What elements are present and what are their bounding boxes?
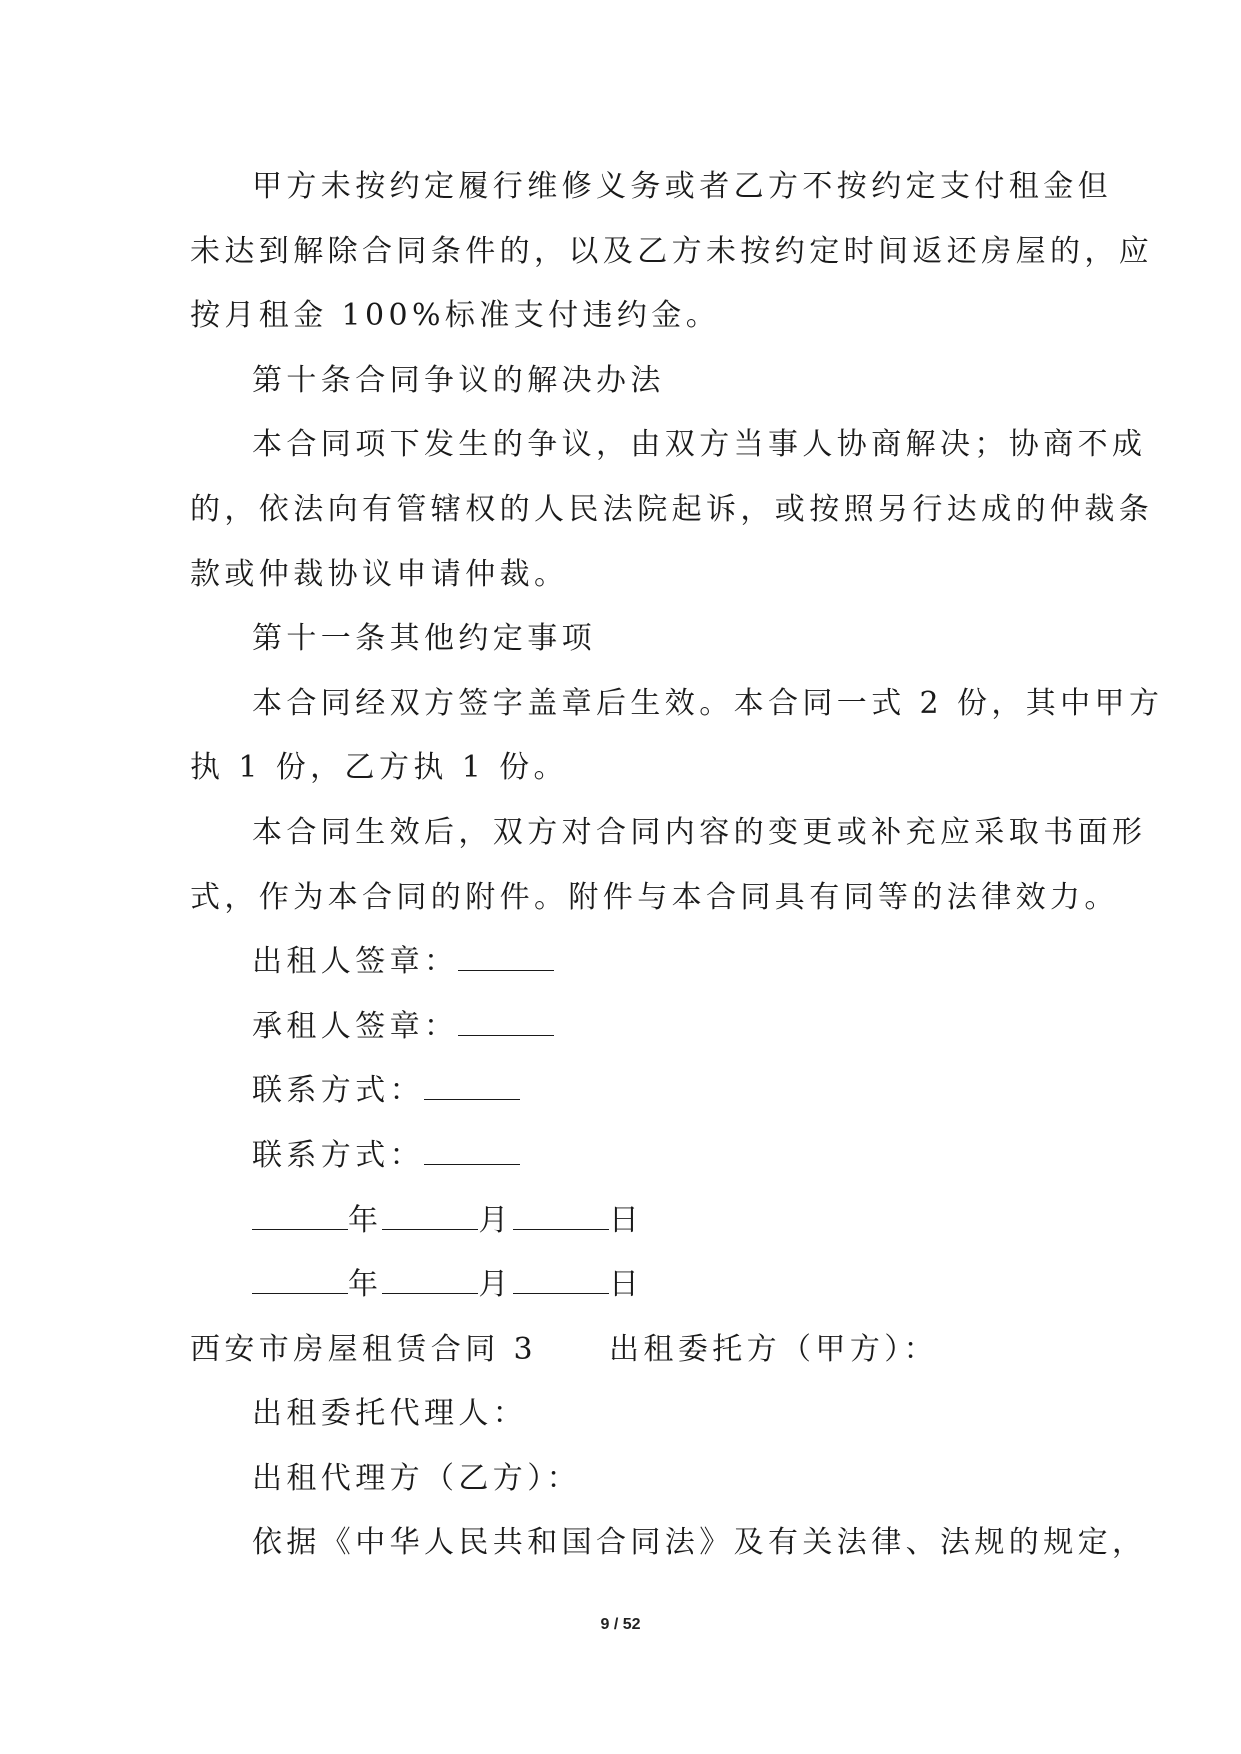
party-a-label: 出租委托方（甲方）： [609,1331,939,1367]
paragraph-line: 本合同经双方签字盖章后生效。本合同一式 2 份，其中甲方 [252,685,1164,721]
contact-line [190,1059,1060,1124]
party-b-label: 出租代理方（乙方）： [252,1460,581,1496]
date-line [190,1189,1060,1254]
lessee-signature-blank [458,1011,554,1036]
date-line [190,1253,1060,1318]
day-label: 日 [608,1267,644,1303]
contact-line [190,1124,1060,1189]
paragraph-line: 本合同生效后，双方对合同内容的变更或补充应采取书面形 [252,814,1147,850]
page-number: 9 / 52 [600,1616,641,1633]
contact-blank [424,1140,520,1165]
paragraph-line: 的，依法向有管辖权的人民法院起诉，或按照另行达成的仲裁条 [190,491,1154,527]
day-blank [513,1269,609,1294]
paragraph-line: 式，作为本合同的附件。附件与本合同具有同等的法律效力。 [190,879,1119,915]
paragraph-line: 按月租金 100%标准支付违约金。 [190,298,721,334]
lessor-signature-label: 出租人签章： [252,944,459,980]
lessor-signature-line [190,930,1060,995]
day-blank [513,1205,609,1230]
month-blank [382,1269,478,1294]
year-label: 年 [348,1267,383,1303]
month-blank [382,1205,478,1230]
contact-blank [424,1075,520,1100]
contract-title-line [190,1318,1060,1383]
lessee-signature-label: 承租人签章： [252,1008,459,1044]
year-blank [252,1205,348,1230]
contract-title: 西安市房屋租赁合同 3 [190,1331,538,1367]
agent-label: 出租委托代理人： [252,1396,528,1432]
year-label: 年 [348,1202,383,1238]
day-label: 日 [608,1202,644,1238]
contact-label: 联系方式： [252,1073,424,1109]
paragraph-line: 款或仲裁协议申请仲裁。 [190,556,569,592]
document-body [190,155,1164,1576]
contact-label: 联系方式： [252,1137,424,1173]
lessee-signature-line [190,995,1060,1060]
year-blank [252,1269,348,1294]
paragraph-line: 执 1 份，乙方执 1 份。 [190,750,568,786]
month-label: 月 [478,1267,513,1303]
month-label: 月 [478,1202,513,1238]
paragraph-line: 依据《中华人民共和国合同法》及有关法律、法规的规定， [252,1525,1147,1561]
paragraph-line: 甲方未按约定履行维修义务或者乙方不按约定支付租金但 [252,169,1112,204]
lessor-signature-blank [458,946,554,971]
article-heading-10: 第十条合同争议的解决办法 [252,362,665,398]
paragraph-line: 未达到解除合同条件的，以及乙方未按约定时间返还房屋的，应 [190,233,1154,269]
paragraph-line: 本合同项下发生的争议，由双方当事人协商解决；协商不成 [252,427,1147,463]
article-heading-11: 第十一条其他约定事项 [252,621,596,657]
